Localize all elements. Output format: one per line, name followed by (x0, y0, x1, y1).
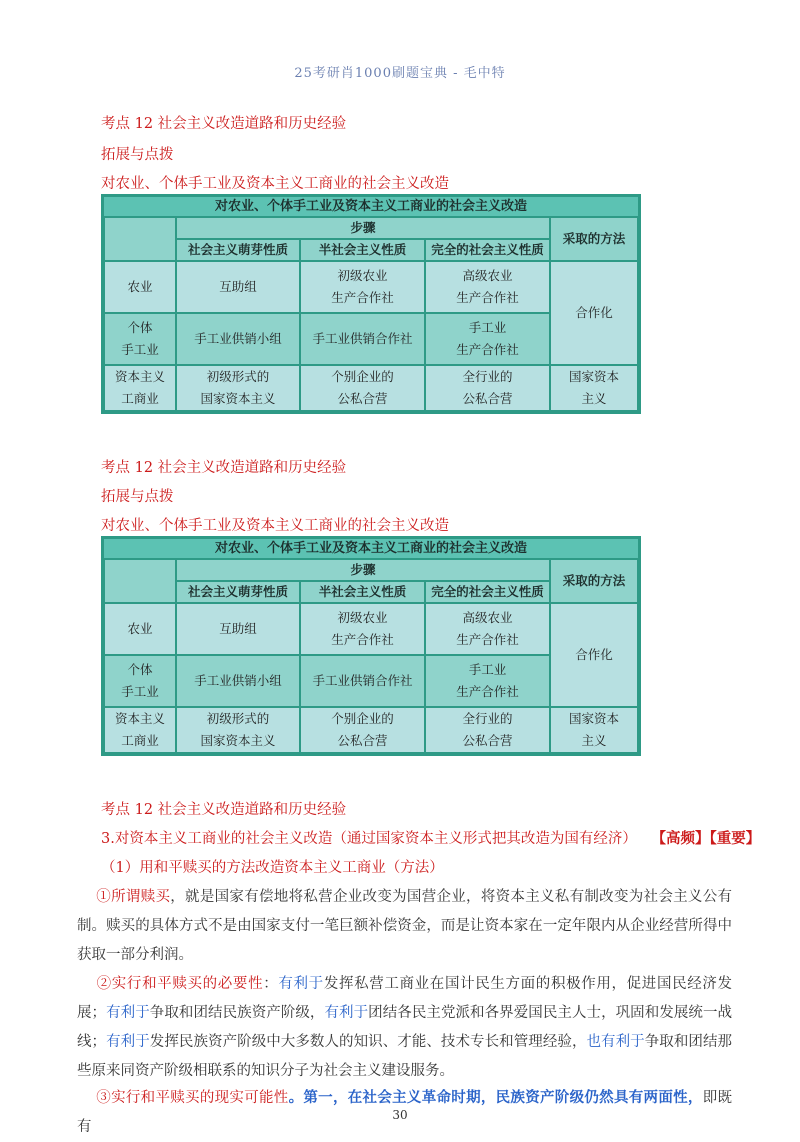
steps-header: 步骤 (176, 559, 550, 581)
col-header: 半社会主义性质 (300, 239, 425, 261)
subject-heading-b: 对农业、个体手工业及资本主义工商业的社会主义改造 (101, 518, 449, 534)
kaodian-heading-c: 考点 12 社会主义改造道路和历史经验 (101, 802, 347, 818)
row-name: 资本主义 工商业 (104, 707, 176, 753)
col-header: 社会主义萌芽性质 (176, 581, 300, 603)
col-header: 完全的社会主义性质 (425, 239, 550, 261)
table-cell: 个别企业的 公私合营 (300, 707, 425, 753)
table-cell: 全行业的 公私合营 (425, 707, 550, 753)
priority-tags: 【高频】【重要】 (651, 830, 761, 847)
row-name: 个体 手工业 (104, 313, 176, 365)
row-name: 资本主义 工商业 (104, 365, 176, 411)
subject-heading-a: 对农业、个体手工业及资本主义工商业的社会主义改造 (101, 176, 449, 192)
table-cell: 高级农业 生产合作社 (425, 261, 550, 313)
table-title: 对农业、个体手工业及资本主义工商业的社会主义改造 (104, 197, 638, 217)
table-cell: 初级形式的 国家资本主义 (176, 365, 300, 411)
p2-colon: ： (263, 976, 279, 992)
table-cell: 手工业供销小组 (176, 655, 300, 707)
table-corner (104, 217, 176, 261)
page-number: 30 (392, 1108, 408, 1122)
p2-text: 发挥私营工商业在国计民生方面的积极作用，促进国民经济发展； (77, 976, 733, 1021)
page-header: 25考研肖1000刷题宝典 - 毛中特 (294, 66, 506, 81)
method-cell: 合作化 (550, 603, 638, 707)
method-header: 采取的方法 (550, 217, 638, 261)
table-cell: 手工业 生产合作社 (425, 655, 550, 707)
section-heading-text: 3.对资本主义工商业的社会主义改造（通过国家资本主义形式把其改造为国有经济） (101, 831, 637, 847)
p1-text: ，就是国家有偿地将私营企业改变为国营企业，将资本主义私有制改变为社会主义公有制。赎买的具体方式不是由国家支付一笔巨额补偿资金，而是让资本家在一定年限内从企业经营所得中获取一部分利润。 (77, 889, 733, 963)
table-cell: 手工业 生产合作社 (425, 313, 550, 365)
sub-heading: （1）用和平赎买的方法改造资本主义工商业（方法） (101, 860, 444, 876)
col-header: 社会主义萌芽性质 (176, 239, 300, 261)
p2-text: 争取和团结那些原来同资产阶级相联系的知识分子为社会主义建设服务。 (77, 1034, 733, 1079)
p2-keyword: 有利于 (278, 976, 324, 992)
table-corner (104, 559, 176, 603)
table-cell: 互助组 (176, 603, 300, 655)
table-cell: 手工业供销合作社 (300, 313, 425, 365)
section-heading (101, 829, 760, 849)
table-cell: 初级形式的 国家资本主义 (176, 707, 300, 753)
row-name: 农业 (104, 603, 176, 655)
tuozhan-heading-a: 拓展与点拨 (101, 147, 174, 163)
table-cell: 手工业供销合作社 (300, 655, 425, 707)
table-cell: 初级农业 生产合作社 (300, 603, 425, 655)
p1-label: ①所谓赎买 (96, 889, 171, 905)
p2-keyword: 有利于 (324, 1005, 369, 1021)
p3-blue-text: 。第一，在社会主义革命时期，民族资产阶级仍然具有两面性， (288, 1089, 703, 1106)
p2-text: 争取和团结民族资产阶级， (149, 1005, 325, 1021)
kaodian-heading-a: 考点 12 社会主义改造道路和历史经验 (101, 116, 347, 132)
col-header: 半社会主义性质 (300, 581, 425, 603)
paragraph-1 (77, 883, 732, 970)
p2-keyword: 也有利于 (586, 1034, 645, 1050)
p2-label: ②实行和平赎买的必要性 (96, 976, 264, 992)
p2-text: 发挥民族资产阶级中大多数人的知识、才能、技术专长和管理经验， (149, 1034, 587, 1050)
table-title: 对农业、个体手工业及资本主义工商业的社会主义改造 (104, 539, 638, 559)
kaodian-heading-b: 考点 12 社会主义改造道路和历史经验 (101, 460, 347, 476)
table-cell: 初级农业 生产合作社 (300, 261, 425, 313)
steps-header: 步骤 (176, 217, 550, 239)
reform-table-a (101, 194, 641, 414)
table-cell: 全行业的 公私合营 (425, 365, 550, 411)
table-cell: 高级农业 生产合作社 (425, 603, 550, 655)
method-cell: 合作化 (550, 261, 638, 365)
p3-label: ③实行和平赎买的现实可能性 (96, 1090, 289, 1106)
paragraph-2 (77, 970, 732, 1086)
row-name: 农业 (104, 261, 176, 313)
p3-tail: 即既有 (77, 1090, 733, 1135)
p2-keyword: 有利于 (106, 1005, 150, 1021)
method-header: 采取的方法 (550, 559, 638, 603)
table-cell: 互助组 (176, 261, 300, 313)
p2-text: 团结各民主党派和各界爱国民主人士，巩固和发展统一战线； (77, 1005, 733, 1050)
reform-table-b (101, 536, 641, 756)
table-cell: 手工业供销小组 (176, 313, 300, 365)
col-header: 完全的社会主义性质 (425, 581, 550, 603)
tuozhan-heading-b: 拓展与点拨 (101, 489, 174, 505)
row-name: 个体 手工业 (104, 655, 176, 707)
p2-keyword: 有利于 (106, 1034, 150, 1050)
method-cell: 国家资本 主义 (550, 707, 638, 753)
method-cell: 国家资本 主义 (550, 365, 638, 411)
table-cell: 个别企业的 公私合营 (300, 365, 425, 411)
